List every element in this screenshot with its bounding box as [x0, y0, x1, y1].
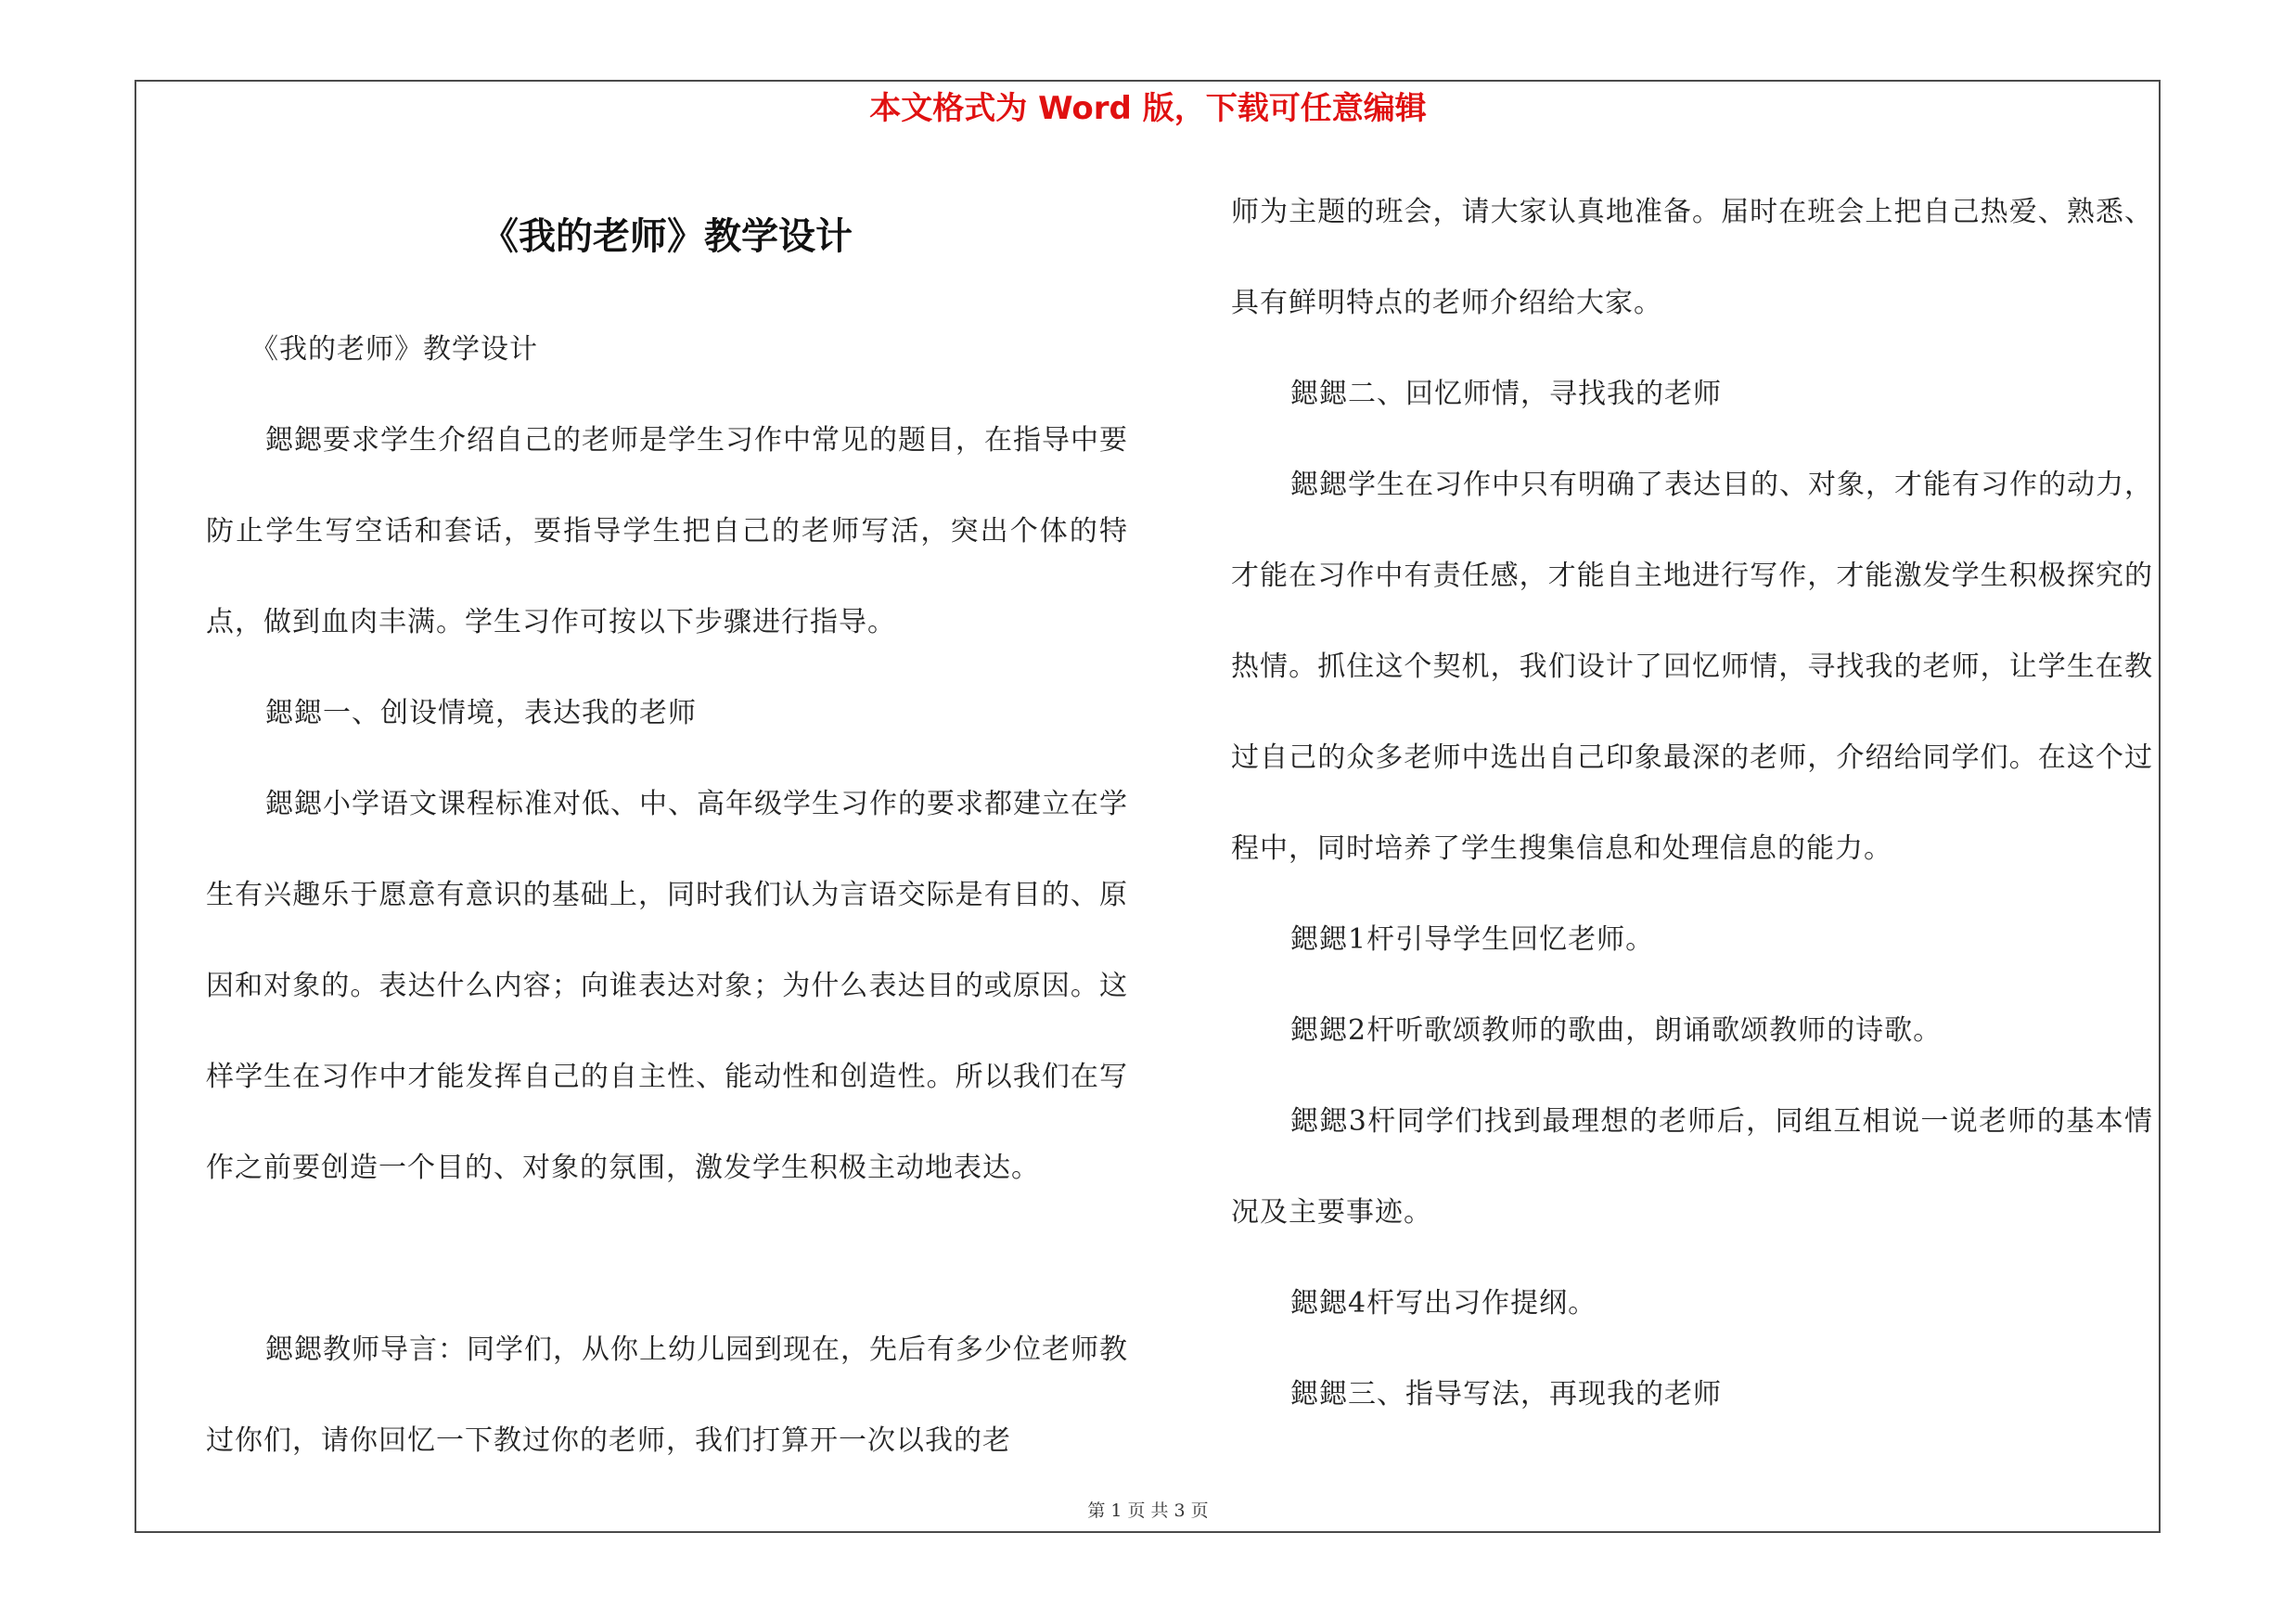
subtitle-paragraph: 《我的老师》教学设计 [250, 333, 538, 366]
step-3-item: 鍶鍶3杆同学们找到最理想的老师后，同组互相说一说老师的基本情况及主要事迹。 [1231, 1105, 2153, 1229]
step-2-item: 鍶鍶2杆听歌颂教师的歌曲，朗诵歌颂教师的诗歌。 [1290, 1014, 1943, 1047]
document-title: 《我的老师》教学设计 [481, 214, 853, 258]
section-heading-3: 鍶鍶三、指导写法，再现我的老师 [1290, 1378, 1722, 1410]
curriculum-paragraph: 鍶鍶小学语文课程标准对低、中、高年级学生习作的要求都建立在学生有兴趣乐于愿意有意识的基础上，同时我们认为言语交际是有目的、原因和对象的。表达什么内容；向谁表达对象；为什么表达目的或原因。这样学生在习作中才能发挥自己的自主性、能动性和创造性。所以我们在写作之前要创造一个目的、对象的氛围，激发学生积极主动地表达。 [206, 788, 1128, 1184]
step-4-item: 鍶鍶4杆写出习作提纲。 [1290, 1287, 1597, 1320]
section-heading-1: 鍶鍶一、创设情境，表达我的老师 [265, 697, 697, 729]
step-1-item: 鍶鍶1杆引导学生回忆老师。 [1290, 923, 1655, 956]
theme-continuation-paragraph: 师为主题的班会，请大家认真地准备。届时在班会上把自己热爱、熟悉、具有鲜明特点的老师介绍给大家。 [1231, 196, 2153, 319]
page-number: 第 1 页 共 3 页 [1087, 1501, 1209, 1521]
format-banner: 本文格式为 Word 版，下载可任意编辑 [869, 90, 1427, 127]
motivation-paragraph: 鍶鍶学生在习作中只有明确了表达目的、对象，才能有习作的动力，才能在习作中有责任感，才能自主地进行写作，才能激发学生积极探究的热情。抓住这个契机，我们设计了回忆师情，寻找我的老师，让学生在教过自己的众多老师中选出自己印象最深的老师，介绍给同学们。在这个过程中，同时培养了学生搜集信息和处理信息的能力。 [1231, 469, 2153, 865]
teacher-intro-paragraph: 鍶鍶教师导言：同学们，从你上幼儿园到现在，先后有多少位老师教过你们，请你回忆一下教过你的老师，我们打算开一次以我的老 [206, 1333, 1128, 1457]
section-heading-2: 鍶鍶二、回忆师情，寻找我的老师 [1290, 378, 1722, 410]
intro-paragraph: 鍶鍶要求学生介绍自己的老师是学生习作中常见的题目，在指导中要防止学生写空话和套话，要指导学生把自己的老师写活，突出个体的特点，做到血肉丰满。学生习作可按以下步骤进行指导。 [206, 424, 1128, 638]
